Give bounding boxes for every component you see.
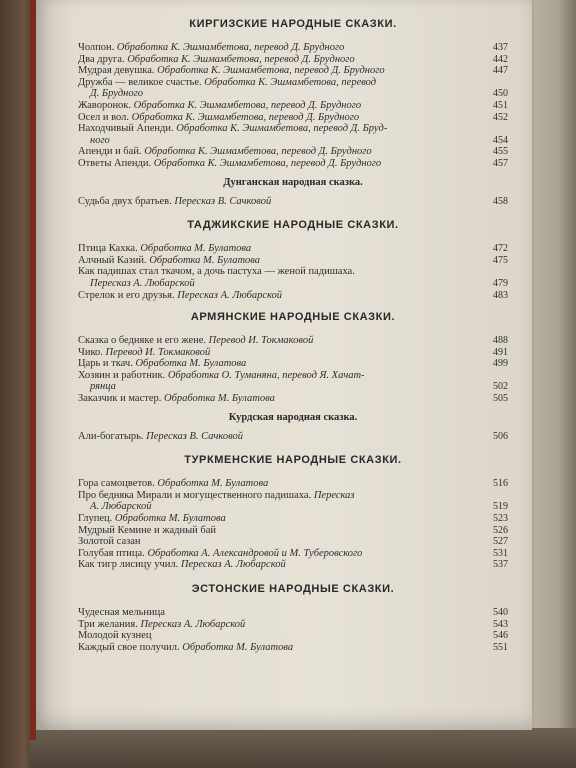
entry-page-number: 516 bbox=[493, 478, 508, 490]
toc-entry[interactable] bbox=[78, 146, 508, 158]
section-title: ЭСТОНСКИЕ НАРОДНЫЕ СКАЗКИ. bbox=[191, 583, 395, 595]
entry-page-number: 472 bbox=[493, 243, 508, 255]
entry-page-number: 437 bbox=[493, 42, 508, 53]
entry-title: Чико. bbox=[78, 346, 103, 358]
entry-page-number: 527 bbox=[493, 536, 508, 548]
entry-continuation: ного bbox=[90, 134, 110, 146]
entry-title: Царь и ткач. bbox=[78, 358, 133, 370]
entry-author: Пересказ В. Сачковой bbox=[146, 430, 244, 442]
entry-title: Алчный Казий. bbox=[78, 254, 147, 266]
toc-entry[interactable] bbox=[78, 370, 508, 393]
entry-page-number: 526 bbox=[493, 524, 508, 536]
toc-entry[interactable] bbox=[78, 548, 508, 560]
entry-title: Глупец. bbox=[78, 513, 113, 525]
entry-title: Три желания. bbox=[78, 618, 138, 630]
entry-page-number: 458 bbox=[493, 195, 508, 207]
entry-author: Обработка М. Булатова bbox=[182, 641, 294, 653]
toc-entry[interactable] bbox=[78, 619, 508, 631]
entry-title: Судьба двух братьев. bbox=[78, 195, 172, 207]
entry-page-number: 523 bbox=[493, 513, 508, 525]
toc-entry[interactable] bbox=[78, 431, 508, 443]
toc-entry[interactable] bbox=[78, 630, 508, 642]
toc-entry[interactable] bbox=[78, 513, 508, 525]
table-of-contents bbox=[78, 8, 508, 653]
entry-page-number: 488 bbox=[493, 335, 508, 347]
book-page bbox=[36, 0, 532, 730]
entry-author: Обработка М. Булатова bbox=[157, 478, 269, 490]
toc-section bbox=[78, 411, 508, 443]
entry-page-number: 452 bbox=[493, 111, 508, 123]
entry-author: Пересказ bbox=[313, 489, 355, 501]
entry-author: Обработка К. Эшмамбетова, перевод Д. Брудного bbox=[127, 53, 355, 65]
toc-entry[interactable] bbox=[78, 255, 508, 267]
entry-title: Заказчик и мастер. bbox=[78, 393, 162, 405]
toc-section bbox=[78, 309, 508, 405]
entry-title: Каждый свое получил. bbox=[78, 641, 180, 653]
entry-continuation: Пересказ А. Любарской bbox=[90, 277, 195, 289]
entry-page-number: 551 bbox=[493, 641, 508, 653]
toc-section bbox=[78, 16, 508, 170]
entry-author: Обработка К. Эшмамбетова, перевод Д. Брудного bbox=[133, 99, 362, 111]
entry-page-number: 506 bbox=[493, 430, 508, 442]
section-title: КИРГИЗСКИЕ НАРОДНЫЕ СКАЗКИ. bbox=[189, 18, 397, 30]
toc-entry[interactable] bbox=[78, 196, 508, 208]
toc-entry[interactable] bbox=[78, 642, 508, 654]
entry-page-number: 502 bbox=[493, 381, 508, 393]
entry-author: Пересказ А. Любарской bbox=[177, 289, 283, 301]
entry-page-number: 531 bbox=[493, 547, 508, 559]
section-title: ТУРКМЕНСКИЕ НАРОДНЫЕ СКАЗКИ. bbox=[184, 454, 402, 467]
entry-author: Пересказ А. Любарской bbox=[140, 618, 246, 630]
entry-author: Перевод И. Токмаковой bbox=[105, 346, 211, 358]
entry-author: Обработка М. Булатова bbox=[135, 358, 247, 370]
entry-page-number: 519 bbox=[493, 501, 508, 513]
toc-section bbox=[78, 176, 508, 208]
entry-author: Обработка К. Эшмамбетова, перевод bbox=[204, 76, 377, 88]
entry-page-number: 537 bbox=[493, 559, 508, 571]
entry-title: Молодой кузнец bbox=[78, 630, 152, 642]
entry-author: Обработка М. Булатова bbox=[140, 243, 252, 255]
subsection-title: Дунганская народная сказка. bbox=[223, 176, 363, 188]
entry-title: Находчивый Апенди. bbox=[78, 123, 174, 135]
toc-entry[interactable] bbox=[78, 393, 508, 405]
toc-entry[interactable] bbox=[78, 335, 508, 347]
entry-title: Как падишах стал ткачом, а дочь пастуха — женой падишаха. bbox=[78, 266, 355, 278]
toc-entry[interactable] bbox=[78, 358, 508, 370]
entry-title: Стрелок и его друзья. bbox=[78, 289, 175, 301]
entry-title: Хозяин и работник. bbox=[78, 369, 166, 381]
toc-entry[interactable] bbox=[78, 65, 508, 77]
toc-entry[interactable] bbox=[78, 559, 508, 571]
entry-page-number: 442 bbox=[493, 53, 508, 65]
entry-title: Жаворонок. bbox=[78, 99, 132, 111]
entry-author: Пересказ В. Сачковой bbox=[174, 195, 272, 207]
entry-page-number: 546 bbox=[493, 630, 508, 642]
section-title: ТАДЖИКСКИЕ НАРОДНЫЕ СКАЗКИ. bbox=[187, 219, 399, 232]
entry-title: Гора самоцветов. bbox=[78, 478, 155, 490]
entry-title: Али-богатырь. bbox=[78, 430, 144, 442]
entry-author: Перевод И. Токмаковой bbox=[208, 335, 314, 347]
entry-title: Как тигр лисицу учил. bbox=[78, 559, 179, 571]
entry-title: Чудесная мельница bbox=[78, 607, 165, 618]
toc-entry[interactable] bbox=[78, 243, 508, 255]
entry-continuation: рянца bbox=[90, 381, 116, 393]
toc-entry[interactable] bbox=[78, 290, 508, 302]
entry-author: Обработка К. Эшмамбетова, перевод Д. Брудного bbox=[157, 65, 385, 77]
section-title: АРМЯНСКИЕ НАРОДНЫЕ СКАЗКИ. bbox=[190, 311, 396, 324]
entry-title: Ответы Апенди. bbox=[78, 157, 152, 169]
book-cover-bottom bbox=[30, 728, 576, 768]
entry-page-number: 543 bbox=[493, 618, 508, 630]
entry-author: Обработка М. Булатова bbox=[163, 393, 275, 405]
entry-title: Чолпон. bbox=[78, 42, 115, 53]
toc-entry[interactable] bbox=[78, 112, 508, 124]
toc-entry[interactable] bbox=[78, 347, 508, 359]
entry-page-number: 505 bbox=[493, 393, 508, 405]
entry-page-number: 483 bbox=[493, 289, 508, 301]
entry-title: Дружба — великое счастье. bbox=[78, 76, 202, 88]
toc-entry[interactable] bbox=[78, 77, 508, 100]
entry-continuation: А. Любарской bbox=[90, 501, 152, 513]
entry-author: Обработка М. Булатова bbox=[114, 513, 226, 525]
entry-title: Золотой сазан bbox=[78, 536, 141, 548]
entry-author: Обработка К. Эшмамбетова, перевод Д. Бруд- bbox=[176, 123, 388, 135]
entry-author: Обработка О. Туманяна, перевод Я. Хачат- bbox=[167, 369, 365, 381]
toc-entry[interactable] bbox=[78, 100, 508, 112]
entry-title: Мудрый Кемине и жадный бай bbox=[78, 524, 217, 536]
entry-page-number: 451 bbox=[493, 99, 508, 111]
entry-title: Про бедняка Мирали и могущественного падишаха. bbox=[78, 489, 312, 501]
entry-author: Обработка К. Эшмамбетова, перевод Д. Брудного bbox=[116, 42, 345, 53]
entry-page-number: 499 bbox=[493, 358, 508, 370]
toc-entry[interactable] bbox=[78, 123, 508, 146]
entry-title: Птица Кахка. bbox=[78, 243, 138, 255]
entry-author: Пересказ А. Любарской bbox=[180, 559, 286, 571]
entry-title: Мудрая девушка. bbox=[78, 65, 155, 77]
entry-page-number: 454 bbox=[493, 134, 508, 146]
entry-title: Два друга. bbox=[78, 53, 125, 65]
subsection-title: Курдская народная сказка. bbox=[228, 411, 358, 423]
entry-page-number: 457 bbox=[493, 157, 508, 169]
toc-section bbox=[78, 217, 508, 301]
entry-title: Апенди и бай. bbox=[78, 146, 142, 158]
entry-page-number: 455 bbox=[493, 146, 508, 158]
entry-page-number: 475 bbox=[493, 254, 508, 266]
toc-section bbox=[78, 452, 508, 571]
entry-page-number: 447 bbox=[493, 65, 508, 77]
toc-entry[interactable] bbox=[78, 42, 508, 54]
entry-author: Обработка А. Александровой и М. Туберовского bbox=[147, 547, 363, 559]
toc-entry[interactable] bbox=[78, 54, 508, 66]
toc-entry[interactable] bbox=[78, 607, 508, 619]
toc-entry[interactable] bbox=[78, 490, 508, 513]
toc-entry[interactable] bbox=[78, 536, 508, 548]
entry-page-number: 491 bbox=[493, 346, 508, 358]
entry-author: Обработка К. Эшмамбетова, перевод Д. Брудного bbox=[131, 111, 360, 123]
toc-entry[interactable] bbox=[78, 478, 508, 490]
toc-entry[interactable] bbox=[78, 266, 508, 289]
entry-author: Обработка К. Эшмамбетова, перевод Д. Брудного bbox=[153, 157, 382, 169]
entry-title: Сказка о бедняке и его жене. bbox=[78, 335, 207, 347]
toc-section bbox=[78, 581, 508, 653]
entry-continuation: Д. Брудного bbox=[90, 88, 143, 100]
entry-title: Голубая птица. bbox=[78, 547, 145, 559]
entry-author: Обработка К. Эшмамбетова, перевод Д. Брудного bbox=[144, 146, 372, 158]
entry-author: Обработка М. Булатова bbox=[149, 254, 261, 266]
entry-title: Осел и вол. bbox=[78, 111, 130, 123]
entry-page-number: 450 bbox=[493, 88, 508, 100]
entry-page-number: 540 bbox=[493, 607, 508, 618]
entry-page-number: 479 bbox=[493, 277, 508, 289]
toc-entry[interactable] bbox=[78, 525, 508, 537]
toc-entry[interactable] bbox=[78, 158, 508, 170]
